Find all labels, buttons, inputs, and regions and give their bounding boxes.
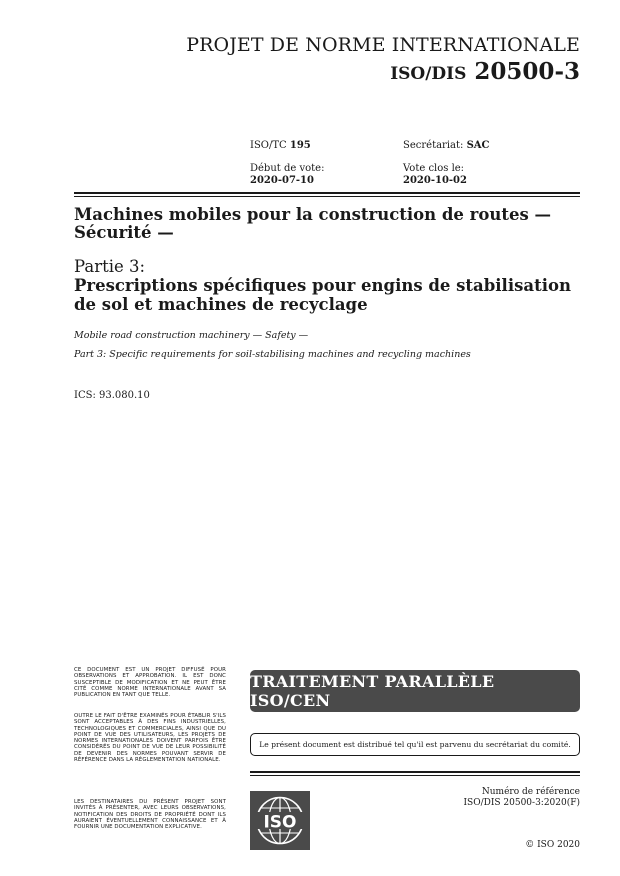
notice-paragraph-1: CE DOCUMENT EST UN PROJET DIFFUSÉ POUR OBSERVATIONS ET APPROBATION. IL EST DONC SUSCEPTIBLE DE MODIFICATION ET NE PEUT ÊTRE CITÉ COMME NORME INTERNATIONALE AVANT SA PUBLICATION EN TANT QUE TELLE. <box>74 667 226 699</box>
footer-rule <box>250 771 580 773</box>
vote-start <box>250 163 324 187</box>
document-type-heading: PROJET DE NORME INTERNATIONALE <box>186 34 580 56</box>
notice-paragraph-2: OUTRE LE FAIT D'ÊTRE EXAMINÉS POUR ÉTABLIR S'ILS SONT ACCEPTABLES À DES FINS INDUSTRIELLES, TECHNOLOGIQUES ET COMMERCIALES, AINSI QUE DU POINT DE VUE DES UTILISATEURS, LES PROJETS DE NORMES INTERNATIONALES DOIVENT PARFOIS ÊTRE CONSIDÉRÉS DU POINT DE VUE DE LEUR POSSIBILITÉ DE DEVENIR DES NORMES POUVANT SERVIR DE RÉFÉRENCE DANS LA RÉGLEMENTATION NATIONALE. <box>74 713 226 764</box>
reference-value: ISO/DIS 20500-3:2020(F) <box>463 798 580 808</box>
reference-number <box>463 787 580 809</box>
vote-end-value: 2020-10-02 <box>403 175 467 186</box>
secretariat <box>403 140 490 152</box>
vote-end-label: Vote clos le: <box>403 163 465 174</box>
document-number-heading <box>390 58 580 85</box>
secretariat-value: SAC <box>466 140 490 151</box>
part-label: Partie 3: <box>74 257 146 276</box>
notice-paragraph-3: LES DESTINATAIRES DU PRÉSENT PROJET SONT INVITÉS À PRÉSENTER, AVEC LEURS OBSERVATIONS, NOTIFICATION DES DROITS DE PROPRIÉTÉ DONT ILS AURAIENT ÉVENTUELLEMENT CONNAISSANCE ET À FOURNIR UNE DOCUMENTATION EXPLICATIVE. <box>74 799 226 831</box>
iso-logo-icon <box>250 791 310 850</box>
iso-logo <box>250 791 310 850</box>
part-title: Prescriptions spécifiques pour engins de stabilisation de sol et machines de recyclage <box>74 276 571 314</box>
main-title: Machines mobiles pour la construction de routes — Sécurité — <box>74 205 552 242</box>
reference-label: Numéro de référence <box>481 787 580 797</box>
technical-committee <box>250 140 311 152</box>
ics-code: ICS: 93.080.10 <box>74 390 150 401</box>
english-part-title: Part 3: Specific requirements for soil-stabilising machines and recycling machines <box>74 349 471 360</box>
copyright: © ISO 2020 <box>525 840 580 850</box>
vote-end <box>403 163 467 187</box>
iso-logo-text: ISO <box>263 812 297 833</box>
secretariat-label: Secrétariat: <box>403 140 464 151</box>
document-number: 20500-3 <box>474 58 580 85</box>
document-prefix: ISO/DIS <box>390 64 467 84</box>
english-main-title: Mobile road construction machinery — Safety — <box>74 330 309 341</box>
header-rule <box>74 192 580 194</box>
header-rule-thin <box>74 196 580 197</box>
tc-label: ISO/TC <box>250 140 287 151</box>
distribution-note: Le présent document est distribué tel qu'il est parvenu du secrétariat du comité. <box>250 733 580 756</box>
footer-rule-thin <box>250 775 580 776</box>
vote-start-label: Début de vote: <box>250 163 325 174</box>
parallel-processing-banner: TRAITEMENT PARALLÈLE ISO/CEN <box>250 670 580 712</box>
tc-value: 195 <box>289 140 311 151</box>
vote-start-value: 2020-07-10 <box>250 175 314 186</box>
